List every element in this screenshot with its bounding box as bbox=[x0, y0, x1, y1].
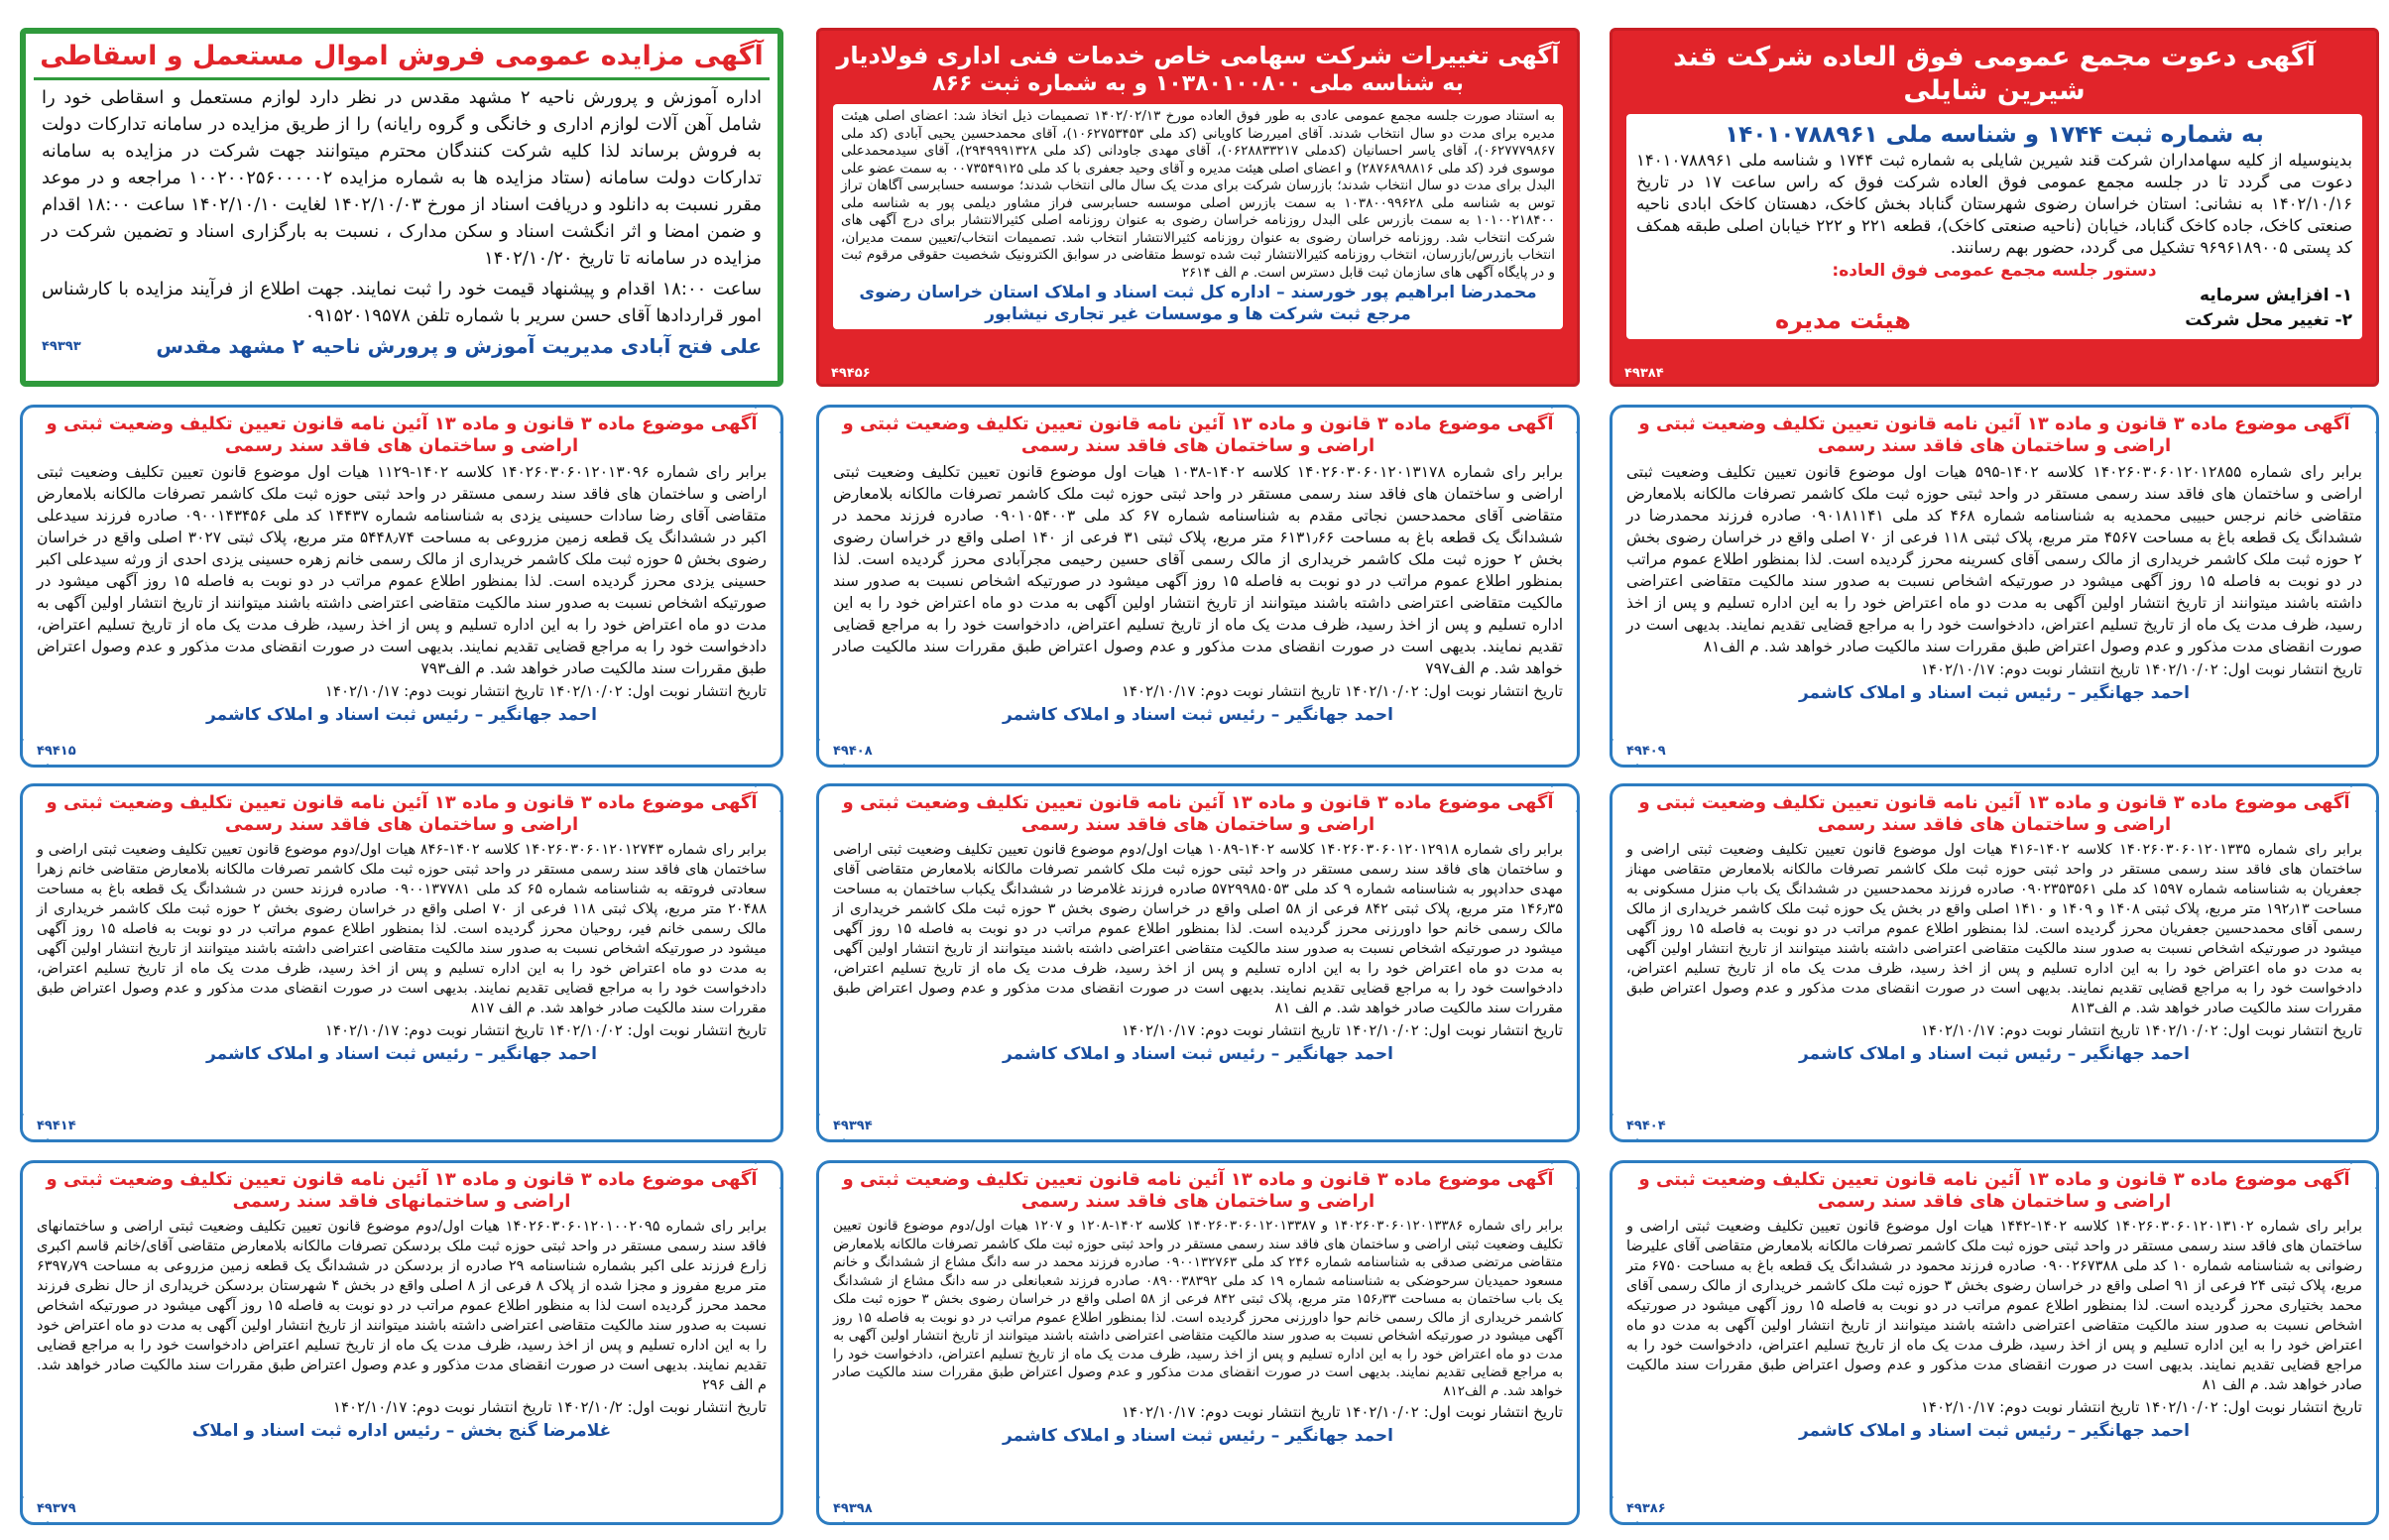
notice-body: برابر رای شماره ۱۴۰۲۶۰۳۰۶۰۱۲۰۱۳۳۵ کلاسه ۱۴۰۲-۴۱۶ هیات اول موضوع قانون تعیین تکلیف وضعیت ثبتی اراضی و ساختمان های فاقد سند رسمی مستقر در واحد ثبتی حوزه ثبت ملک کاشمر تصرفات مالکانه بلامعارض متقاضی مهناز جعفریان به شناسنامه شماره ۱۵۹۷ کد ملی ۰۹۰۲۳۵۳۵۶۱ صادره فرزند محمدحسین در ششدانگ یک باب منزل مسکونی به مساحت ۱۹۲٫۱۳ متر مربع، پلاک ثبتی ۱۴۰۸ و ۱۴۰۹ و ۱۴۱۰ اصلی واقع در بخش یک حوزه ثبت ملک کاشمر خریداری از مالک رسمی آقای محمدحسین جعفریان محرز گردیده است. لذا بمنظور اطلاع عموم مراتب در دو نوبت به فاصله ۱۵ روز آگهی میشود در صورتیکه اشخاص نسبت به صدور سند مالکیت متقاضی اعتراضی داشته باشند میتوانند از تاریخ انتشار اولین آگهی به مدت دو ماه اعتراض خود را به این اداره تسلیم و پس از اخذ رسید، ظرف مدت یک ماه از تاریخ تسلیم اعتراض، دادخواست خود را به مراجع قضایی تقدیم نمایند. بدیهی است در صورت انقضای مدت مذکور و عدم وصول اعتراض طبق مقررات سند مالکیت صادر خواهد شد. م الف۸۱۳ bbox=[1626, 842, 2363, 1016]
ad-signature: هیئت مدیره bbox=[1775, 306, 1911, 334]
notice-code: ۴۹۴۱۴ bbox=[37, 1119, 76, 1133]
ad-subtitle: به شماره ثبت ۱۷۴۴ و شناسه ملی ۱۴۰۱۰۷۸۸۹۶۱ bbox=[1725, 122, 2264, 148]
notice-title: آگهی موضوع ماده ۳ قانون و ماده ۱۳ آئین نامه قانون تعیین تکلیف وضعیت ثبتی و اراضی و ساختمان های فاقد سند رسمی bbox=[842, 1169, 1554, 1212]
notice-dates: تاریخ انتشار نوبت اول: ۱۴۰۲/۱۰/۲ تاریخ انتشار نوبت دوم: ۱۴۰۲/۱۰/۱۷ bbox=[332, 1398, 767, 1416]
ad-signature-2: مرجع ثبت شرکت ها و موسسات غیر تجاری نیشابور bbox=[985, 304, 1411, 324]
notice-code: ۴۹۳۸۶ bbox=[1626, 1501, 1666, 1516]
notice-card bbox=[20, 405, 783, 768]
notice-signature: احمد جهانگیر – رئیس ثبت اسناد و املاک کاشمر bbox=[1798, 1421, 2191, 1441]
notice-dates: تاریخ انتشار نوبت اول: ۱۴۰۲/۱۰/۰۲ تاریخ انتشار نوبت دوم: ۱۴۰۲/۱۰/۱۷ bbox=[324, 682, 767, 700]
ad-signature: علی فتح آبادی مدیریت آموزش و پرورش ناحیه ۲ مشهد مقدس bbox=[156, 334, 762, 358]
ad-signature: محمدرضا ابراهیم پور خورسند – اداره کل ثبت اسناد و املاک استان خراسان رضوی bbox=[859, 283, 1537, 302]
notice-title: آگهی موضوع ماده ۳ قانون و ماده ۱۳ آئین نامه قانون تعیین تکلیف وضعیت ثبتی و اراضی و ساختمانهای فاقد سند رسمی bbox=[46, 1169, 758, 1212]
ad-company-changes bbox=[816, 28, 1580, 387]
ad-code: ۴۹۳۸۴ bbox=[1624, 366, 1664, 381]
notice-dates: تاریخ انتشار نوبت اول: ۱۴۰۲/۱۰/۰۲ تاریخ انتشار نوبت دوم: ۱۴۰۲/۱۰/۱۷ bbox=[1121, 1021, 1563, 1039]
notice-dates: تاریخ انتشار نوبت اول: ۱۴۰۲/۱۰/۰۲ تاریخ انتشار نوبت دوم: ۱۴۰۲/۱۰/۱۷ bbox=[1920, 1398, 2362, 1416]
agenda-item: ۲- تغییر محل شرکت bbox=[2185, 310, 2352, 330]
notice-dates: تاریخ انتشار نوبت اول: ۱۴۰۲/۱۰/۰۲ تاریخ انتشار نوبت دوم: ۱۴۰۲/۱۰/۱۷ bbox=[1121, 1403, 1563, 1421]
ad-auction bbox=[20, 28, 783, 387]
notice-card bbox=[816, 1160, 1580, 1525]
notice-dates: تاریخ انتشار نوبت اول: ۱۴۰۲/۱۰/۰۲ تاریخ انتشار نوبت دوم: ۱۴۰۲/۱۰/۱۷ bbox=[1920, 1021, 2362, 1039]
notice-signature: احمد جهانگیر – رئیس ثبت اسناد و املاک کاشمر bbox=[205, 1044, 598, 1064]
notice-title: آگهی موضوع ماده ۳ قانون و ماده ۱۳ آئین نامه قانون تعیین تکلیف وضعیت ثبتی و اراضی و ساختمان های فاقد سند رسمی bbox=[1638, 792, 2350, 835]
notice-signature: احمد جهانگیر – رئیس ثبت اسناد و املاک کاشمر bbox=[1798, 1044, 2191, 1064]
notice-signature: احمد جهانگیر – رئیس ثبت اسناد و املاک کاشمر bbox=[1002, 1426, 1394, 1446]
notice-title: آگهی موضوع ماده ۳ قانون و ماده ۱۳ آئین نامه قانون تعیین تکلیف وضعیت ثبتی و اراضی و ساختمان های فاقد سند رسمی bbox=[1638, 1169, 2350, 1212]
notice-dates: تاریخ انتشار نوبت اول: ۱۴۰۲/۱۰/۰۲ تاریخ انتشار نوبت دوم: ۱۴۰۲/۱۰/۱۷ bbox=[1121, 682, 1563, 700]
ad-title: آگهی تغییرات شرکت سهامی خاص خدمات فنی اداری فولادیار bbox=[836, 42, 1560, 69]
notice-body: برابر رای شماره ۱۴۰۲۶۰۳۰۶۰۱۲۰۱۲۷۴۳ کلاسه ۱۴۰۲-۸۴۶ هیات اول/دوم موضوع قانون تعیین تکلیف وضعیت ثبتی اراضی و ساختمان های فاقد سند رسمی مستقر در واحد ثبتی حوزه ثبت ملک کاشمر تصرفات مالکانه بلامعارض متقاضی خانم زهرا سعادتی فروتقه به شناسنامه شماره ۶۵ کد ملی ۰۹۰۰۱۳۷۷۸۱ صادره فرزند حسن در ششدانگ یک قطعه باغ به مساحت ۲۰۴۸۸ متر مربع، پلاک ثبتی ۱۱۸ فرعی از ۷۰ اصلی واقع در خراسان رضوی بخش ۲ حوزه ثبت ملک کاشمر خریداری از مالک رسمی خانم فیر، روحیان محرز گردیده است. لذا بمنظور اطلاع عموم مراتب در دو نوبت به فاصله ۱۵ روز آگهی میشود در صورتیکه اشخاص نسبت به صدور سند مالکیت متقاضی اعتراضی داشته باشند میتوانند از تاریخ انتشار اولین آگهی به مدت دو ماه اعتراض خود را به این اداره تسلیم و پس از اخذ رسید، ظرف مدت یک ماه از تاریخ تسلیم اعتراض، دادخواست خود را به مراجع قضایی تقدیم نمایند. بدیهی است در صورت انقضای مدت مذکور و عدم وصول اعتراض طبق مقررات سند مالکیت صادر خواهد شد. م الف ۸۱۷ bbox=[37, 842, 768, 1016]
notice-title: آگهی موضوع ماده ۳ قانون و ماده ۱۳ آئین نامه قانون تعیین تکلیف وضعیت ثبتی و اراضی و ساختمان های فاقد سند رسمی bbox=[46, 414, 758, 456]
ad-subtitle: به شناسه ملی ۱۰۳۸۰۱۰۰۸۰۰ و به شماره ثبت ۸۶۶ bbox=[932, 71, 1464, 96]
notice-card bbox=[816, 405, 1580, 768]
ad-inner bbox=[1626, 114, 2362, 339]
notice-body: برابر رای شماره ۱۴۰۲۶۰۳۰۶۰۱۲۰۱۲۹۱۸ کلاسه ۱۴۰۲-۱۰۸۹ هیات اول/دوم موضوع قانون تعیین تکلیف وضعیت ثبتی اراضی و ساختمان های فاقد سند رسمی مستقر در واحد ثبتی حوزه ثبت ملک کاشمر تصرفات مالکانه بلامعارض متقاضی آقای مهدی حدادپور به شناسنامه شماره ۹ کد ملی ۵۷۲۹۹۸۵۰۵۳ صادره فرزند غلامرضا در ششدانگ یکباب ساختمان به مساحت ۱۴۶٫۳۵ متر مربع، پلاک ثبتی ۸۴۲ فرعی از ۵۸ اصلی واقع در خراسان رضوی بخش ۳ حوزه ثبت ملک کاشمر خریداری از مالک رسمی خانم حوا داورزنی محرز گردیده است. لذا بمنظور اطلاع عموم مراتب در دو نوبت به فاصله ۱۵ روز آگهی میشود در صورتیکه اشخاص نسبت به صدور سند مالکیت متقاضی اعتراضی داشته باشند میتوانند از تاریخ انتشار اولین آگهی به مدت دو ماه اعتراض خود را به این اداره تسلیم و پس از اخذ رسید، ظرف مدت یک ماه از تاریخ تسلیم اعتراض، دادخواست خود را به مراجع قضایی تقدیم نمایند. بدیهی است در صورت انقضای مدت مذکور و عدم وصول اعتراض طبق مقررات سند مالکیت صادر خواهد شد. م الف ۸۱ bbox=[833, 842, 1564, 1016]
notice-title: آگهی موضوع ماده ۳ قانون و ماده ۱۳ آئین نامه قانون تعیین تکلیف وضعیت ثبتی و اراضی و ساختمان های فاقد سند رسمی bbox=[1638, 414, 2350, 456]
notice-signature: غلامرضا گنج بخش – رئیس اداره ثبت اسناد و املاک bbox=[191, 1421, 612, 1441]
ad-code: ۴۹۴۵۶ bbox=[831, 366, 871, 381]
ad-body: بدینوسیله از کلیه سهامداران شرکت قند شیرین شایلی به شماره ثبت ۱۷۴۴ و شناسه ملی ۱۴۰۱۰۷۸۸۹۶۱ دعوت می گردد تا در جلسه مجمع عمومی فوق العاده شرکت فوق که راس ساعت ۱۷ در تاریخ ۱۴۰۲/۱۰/۱۶ به نشانی: استان خراسان رضوی شهرستان گناباد بخش کاخک، دهستان کاخک ابادی ناحیه صنعتی کاخک، جاده کاخک گناباد، خیابان (ناحیه صنعتی کاخک)، قطعه ۲۲۱ و ۲۲۲ خیابان اصلی طبقه همکف کد پستی ۹۶۹۶۱۸۹۰۰۵ تشکیل می گردد، حضور بهم رسانند. bbox=[1636, 151, 2352, 257]
notice-title: آگهی موضوع ماده ۳ قانون و ماده ۱۳ آئین نامه قانون تعیین تکلیف وضعیت ثبتی و اراضی و ساختمان های فاقد سند رسمی bbox=[842, 414, 1554, 456]
agenda-item: ۱- افزایش سرمایه bbox=[2200, 286, 2352, 305]
notice-signature: احمد جهانگیر – رئیس ثبت اسناد و املاک کاشمر bbox=[1002, 1044, 1394, 1064]
notice-signature: احمد جهانگیر – رئیس ثبت اسناد و املاک کاشمر bbox=[205, 705, 598, 725]
notice-title: آگهی موضوع ماده ۳ قانون و ماده ۱۳ آئین نامه قانون تعیین تکلیف وضعیت ثبتی و اراضی و ساختمان های فاقد سند رسمی bbox=[842, 792, 1554, 835]
notice-code: ۴۹۴۰۴ bbox=[1626, 1119, 1666, 1133]
notice-card bbox=[20, 1160, 783, 1525]
ad-inner bbox=[833, 104, 1563, 329]
notice-code: ۴۹۳۷۹ bbox=[37, 1501, 76, 1516]
notice-body: برابر رای شماره ۱۴۰۲۶۰۳۰۶۰۱۲۰۱۳۳۸۶ و ۱۴۰۲۶۰۳۰۶۰۱۲۰۱۳۳۸۷ کلاسه ۱۴۰۲-۱۲۰۸ و ۱۲۰۷ هیات اول/دوم موضوع قانون تعیین تکلیف وضعیت ثبتی اراضی و ساختمان های فاقد سند رسمی مستقر در واحد ثبتی حوزه ثبت ملک کاشمر تصرفات مالکانه بلامعارض متقاضی مرتضی صدقی به شناسنامه شماره ۲۴۶ کد ملی ۰۹۰۰۱۳۲۷۶۳ صادره فرزند محمد در سه دانگ مشاع از ششدانگ و خانم مسعود حمیدیان سرحوضکی به شناسنامه شماره ۱۹ کد ملی ۰۸۹۰۰۳۸۳۹۲ صادره فرزند شعبانعلی در سه دانگ مشاع از ششدانگ یک باب ساختمان به مساحت ۱۵۶٫۳۳ متر مربع، پلاک ثبتی ۸۴۲ فرعی از ۵۸ اصلی واقع در خراسان رضوی بخش ۳ حوزه ثبت ملک کاشمر خریداری از مالک رسمی خانم حوا داورزنی محرز گردیده است. لذا بمنظور اطلاع عموم مراتب در دو نوبت به فاصله ۱۵ روز آگهی میشود در صورتیکه اشخاص نسبت به صدور سند مالکیت متقاضی اعتراضی داشته باشند میتوانند از تاریخ انتشار اولین آگهی به مدت دو ماه اعتراض خود را به این اداره تسلیم و پس از اخذ رسید، ظرف مدت یک ماه از تاریخ تسلیم اعتراض، دادخواست خود را به مراجع قضایی تقدیم نمایند. بدیهی است در صورت انقضای مدت مذکور و عدم وصول اعتراض طبق مقررات سند مالکیت صادر خواهد شد. م الف۸۱۲ bbox=[833, 1218, 1564, 1399]
notice-code: ۴۹۴۱۵ bbox=[37, 744, 76, 759]
notice-card bbox=[1610, 783, 2379, 1142]
notice-card bbox=[816, 783, 1580, 1142]
ad-title: آگهی مزایده عمومی فروش اموال مستعمل و اسقاطی bbox=[34, 40, 770, 80]
notice-card bbox=[1610, 405, 2379, 768]
notice-code: ۴۹۳۹۸ bbox=[833, 1501, 873, 1516]
notice-body: برابر رای شماره ۱۴۰۲۶۰۳۰۶۰۱۲۰۱۳۱۰۲ کلاسه ۱۴۰۲-۱۴۴۲ هیات اول موضوع قانون تعیین تکلیف وضعیت ثبتی اراضی و ساختمان های فاقد سند رسمی مستقر در واحد ثبتی حوزه ثبت ملک کاشمر تصرفات مالکانه بلامعارض متقاضی آقای علیرضا رضوانی به شناسنامه شماره ۱۰ کد ملی ۰۹۰۰۲۶۷۳۸۸ صادره فرزند محمود در ششدانگ یک قطعه باغ به مساحت ۶۷۵۰ متر مربع، پلاک ثبتی ۲۴ فرعی از ۹۱ اصلی واقع در خراسان رضوی بخش ۳ حوزه ثبت ملک کاشمر خریداری از مالک رسمی آقای محمد بختیاری محرز گردیده است. لذا بمنظور اطلاع عموم مراتب در دو نوبت به فاصله ۱۵ روز آگهی میشود در صورتیکه اشخاص نسبت به صدور سند مالکیت متقاضی اعتراضی داشته باشند میتوانند از تاریخ انتشار اولین آگهی به مدت دو ماه اعتراض خود را به این اداره تسلیم و پس از اخذ رسید، ظرف مدت یک ماه از تاریخ تسلیم اعتراض، دادخواست خود را به مراجع قضایی تقدیم نمایند. بدیهی است در صورت انقضای مدت مذکور و عدم وصول اعتراض طبق مقررات سند مالکیت صادر خواهد شد. م الف ۸۱ bbox=[1626, 1219, 2362, 1393]
ad-body: به استناد صورت جلسه مجمع عمومی عادی به طور فوق العاده مورخ ۱۴۰۲/۰۲/۱۳ تصمیمات ذیل اتخاذ شد: اعضای اصلی هیئت مدیره برای مدت دو سال انتخاب شدند. آقای امیررضا کاویانی (کد ملی ۱۰۶۲۷۵۳۴۵۳)، آقای محمدحسین یحیی آبادی (کد ملی ۰۶۲۷۷۷۹۸۶۷)، آقای یاسر احسانیان (کدملی ۰۶۲۸۸۳۳۲۱۷)، آقای مهدی جاودانی (کد ملی ۲۹۴۹۹۹۱۳۲۸)، آقای سیدمحمدعلی موسوی فرد (کد ملی ۲۸۷۶۸۹۸۸۱۶) و اعضای اصلی هیئت مدیره و آقای وحید جعفری با کد ملی ۰۰۷۳۵۴۹۱۲۵ به سمت عضو علی البدل برای مدت دو سال انتخاب شدند؛ بازرسان شرکت برای مدت یک سال مالی انتخاب شدند؛ موسسه حسابرسی آگاهان تراز توس به شناسه ملی ۱۰۳۸۰۰۹۹۶۲۸ به سمت بازرس اصلی موسسه حسابرسی فراز مشاور دیلمی پور به شناسه ملی ۱۰۱۰۰۲۱۸۴۰۰ به سمت بازرس علی البدل روزنامه خراسان رضوی به عنوان روزنامه اصلی کثیرالانتشار برای درج آگهی های شرکت انتخاب شد. روزنامه خراسان رضوی به عنوان روزنامه کثیرالانتشار انتخاب شد. تصمیمات انتخاب/تعیین سمت مدیران، انتخاب بازرس/بازرسان، انتخاب روزنامه کثیرالانتشار ثبت شده توسط متقاضی در سوابق الکترونیک شخصیت حقوقی مرقوم ثبت و در پایگاه آگهی های سازمان ثبت قابل دسترس است. م الف ۲۶۱۴ bbox=[841, 108, 1556, 281]
ad-code: ۴۹۳۹۳ bbox=[42, 338, 81, 354]
ad-body-2: ساعت ۱۸:۰۰ اقدام و پیشنهاد قیمت خود را ثبت نمایند. جهت اطلاع از فرآیند مزایده با کارشناس امور قراردادها آقای حسن سریر با شماره تلفن ۰۹۱۵۲۰۱۹۵۷۸ bbox=[42, 279, 763, 326]
ad-extraordinary-meeting bbox=[1610, 28, 2379, 387]
ad-body: اداره آموزش و پرورش ناحیه ۲ مشهد مقدس در نظر دارد لوازم مستعمل و اسقاطی خود را شامل آهن آلات لوازم اداری و خانگی و گروه رایانه) را از طریق مزایده در سامانه تدارکات دولت به فروش برساند لذا کلیه شرکت کنندگان محترم میتوانند جهت شرکت در مزایده به سامانه تدارکات دولت سامانه (ستاد مزایده ها به شماره مزایده ۱۰۰۲۰۰۲۵۶۰۰۰۰۰۲ مراجعه و در موعد مقرر نسبت به دانلود و دریافت اسناد از مورخ ۱۴۰۲/۱۰/۰۳ لغایت ۱۴۰۲/۱۰/۱۰ ساعت ۱۸:۰۰ اقدام و ضمن امضا و اثر انگشت اسناد و سکن مدارک ، نسبت به بارگزاری اسناد و تضمین شرکت در مزایده در سامانه تا تاریخ ۱۴۰۲/۱۰/۲۰ bbox=[42, 87, 763, 269]
notice-body: برابر رای شماره ۱۴۰۲۶۰۳۰۶۰۱۲۰۱۳۰۹۶ کلاسه ۱۴۰۲-۱۱۲۹ هیات اول موضوع قانون تعیین تکلیف وضعیت ثبتی اراضی و ساختمان های فاقد سند رسمی مستقر در واحد ثبتی حوزه ثبت ملک کاشمر تصرفات مالکانه بلامعارض متقاضی آقای رضا سادات حسینی یزدی به شناسنامه شماره ۱۴۴۳۷ کد ملی ۰۹۰۰۱۴۳۴۵۶ صادره فرزند سیدعلی اکبر در ششدانگ یک قطعه زمین مزروعی به مساحت ۵۴۴۸٫۷۴ متر مربع، پلاک ثبتی ۳۰۲۷ اصلی واقع در خراسان رضوی بخش ۵ حوزه ثبت ملک کاشمر خریداری از مالک رسمی خانم زهره حسینی یزدی احدی از ورثه سیدعلی اکبر حسینی یزدی محرز گردیده است. لذا بمنظور اطلاع عموم مراتب در دو نوبت به فاصله ۱۵ روز آگهی میشود در صورتیکه اشخاص نسبت به صدور سند مالکیت متقاضی اعتراضی داشته باشند میتوانند از تاریخ انتشار اولین آگهی به مدت دو ماه اعتراض خود را به این اداره تسلیم و پس از اخذ رسید، ظرف مدت یک ماه از تاریخ تسلیم اعتراض، دادخواست خود را به مراجع قضایی تقدیم نمایند. بدیهی است در صورت انقضای مدت مذکور و عدم وصول اعتراض طبق مقررات سند مالکیت صادر خواهد شد. م الف۷۹۳ bbox=[37, 463, 768, 677]
notice-card bbox=[20, 783, 783, 1142]
notice-title: آگهی موضوع ماده ۳ قانون و ماده ۱۳ آئین نامه قانون تعیین تکلیف وضعیت ثبتی و اراضی و ساختمان های فاقد سند رسمی bbox=[46, 792, 758, 835]
notice-body: برابر رای شماره ۱۴۰۲۶۰۳۰۶۰۱۲۰۱۰۰۲۰۹۵ هیات اول/دوم موضوع قانون تعیین تکلیف وضعیت ثبتی اراضی و ساختمانهای فاقد سند رسمی مستقر در واحد ثبتی حوزه ثبت ملک بردسکن تصرفات مالکانه بلامعارض متقاضی آقای/خانم قاسم اکبری زارع فرزند علی اکبر بشماره شناسنامه ۲۹ صادره از بردسکن در ششدانگ یک قطعه زمین مزروعی به مساحت ۶۳۹۷٫۷۹ متر مربع مفروز و مجزا شده از پلاک ۸ فرعی از ۸ اصلی واقع در بخش ۴ شهرستان بردسکن خریداری از حال نظری فرزند محمد محرز گردیده است لذا به منظور اطلاع عموم مراتب در دو نوبت به فاصله ۱۵ روز آگهی میشود در صورتیکه اشخاص نسبت به صدور سند مالکیت متقاضی اعتراضی داشته باشند میتوانند از تاریخ انتشار اولین آگهی به مدت دو ماه اعتراض خود را به این اداره تسلیم و پس از اخذ رسید، ظرف مدت یک ماه از تاریخ تسلیم اعتراض دادخواست خود را به مراجع قضایی تقدیم نمایند. بدیهی است در صورت انقضای مدت مذکور و عدم وصول اعتراض طبق مقررات سند مالکیت صادر خواهد شد. م الف ۲۹۶ bbox=[37, 1219, 767, 1393]
notice-signature: احمد جهانگیر – رئیس ثبت اسناد و املاک کاشمر bbox=[1002, 705, 1394, 725]
notice-dates: تاریخ انتشار نوبت اول: ۱۴۰۲/۱۰/۰۲ تاریخ انتشار نوبت دوم: ۱۴۰۲/۱۰/۱۷ bbox=[324, 1021, 767, 1039]
notice-code: ۴۹۳۹۴ bbox=[833, 1119, 873, 1133]
notice-body: برابر رای شماره ۱۴۰۲۶۰۳۰۶۰۱۲۰۱۳۱۷۸ کلاسه ۱۴۰۲-۱۰۳۸ هیات اول موضوع قانون تعیین تکلیف وضعیت ثبتی اراضی و ساختمان های فاقد سند رسمی مستقر در واحد ثبتی حوزه ثبت ملک کاشمر تصرفات مالکانه بلامعارض متقاضی آقای محمدحسن نجاتی مقدم به شناسنامه شماره ۶۷ کد ملی ۰۹۰۱۰۵۴۰۰۳ صادره فرزند محمد در ششدانگ یک قطعه باغ به مساحت ۶۱۳۱٫۶۶ متر مربع، پلاک ثبتی ۳۱ فرعی از ۱۴۰ اصلی واقع در خراسان رضوی بخش ۲ حوزه ثبت ملک کاشمر خریداری از مالک رسمی آقای حسین رحیمی مجرآبادی محرز گردیده است. لذا بمنظور اطلاع عموم مراتب در دو نوبت به فاصله ۱۵ روز آگهی میشود در صورتیکه اشخاص نسبت به صدور سند مالکیت متقاضی اعتراضی داشته باشند میتوانند از تاریخ انتشار اولین آگهی به مدت دو ماه اعتراض خود را به این اداره تسلیم و پس از اخذ رسید، ظرف مدت یک ماه از تاریخ تسلیم اعتراض، دادخواست خود را به مراجع قضایی تقدیم نمایند. بدیهی است در صورت انقضای مدت مذکور و عدم وصول اعتراض طبق مقررات سند مالکیت صادر خواهد شد. م الف۷۹۷ bbox=[833, 463, 1564, 677]
notice-dates: تاریخ انتشار نوبت اول: ۱۴۰۲/۱۰/۰۲ تاریخ انتشار نوبت دوم: ۱۴۰۲/۱۰/۱۷ bbox=[1920, 660, 2362, 678]
notice-code: ۴۹۴۰۸ bbox=[833, 744, 873, 759]
notice-body: برابر رای شماره ۱۴۰۲۶۰۳۰۶۰۱۲۰۱۲۸۵۵ کلاسه ۱۴۰۲-۵۹۵ هیات اول موضوع قانون تعیین تکلیف وضعیت ثبتی اراضی و ساختمان های فاقد سند رسمی مستقر در واحد ثبتی حوزه ثبت ملک کاشمر تصرفات مالکانه بلامعارض متقاضی خانم نرجس حبیبی محمدیه به شناسنامه شماره ۴۶۸ کد ملی ۰۹۰۱۸۱۱۴۱ صادره فرزند محمدرضا در ششدانگ یک قطعه باغ به مساحت ۴۵۶۷ متر مربع، پلاک ثبتی ۱۱۸ فرعی از ۷۰ اصلی واقع در خراسان رضوی بخش ۲ حوزه ثبت ملک کاشمر خریداری از مالک رسمی آقای کسرینه محرز گردیده است. لذا بمنظور اطلاع عموم مراتب در دو نوبت به فاصله ۱۵ روز آگهی میشود در صورتیکه اشخاص نسبت به صدور سند مالکیت متقاضی اعتراضی داشته باشند میتوانند از تاریخ انتشار اولین آگهی به مدت دو ماه اعتراض خود را به این اداره تسلیم و پس از اخذ رسید، ظرف مدت یک ماه از تاریخ تسلیم اعتراض، دادخواست خود را به مراجع قضایی تقدیم نمایند. بدیهی است در صورت انقضای مدت مذکور و عدم وصول اعتراض طبق مقررات سند مالکیت صادر خواهد شد. م الف۸۱ bbox=[1626, 463, 2362, 655]
agenda-title: دستور جلسه مجمع عمومی فوق العاده: bbox=[1832, 261, 2157, 281]
ad-title: آگهی دعوت مجمع عمومی فوق العاده شرکت قند شیرین شایلی bbox=[1673, 42, 2316, 106]
notice-signature: احمد جهانگیر – رئیس ثبت اسناد و املاک کاشمر bbox=[1798, 683, 2191, 703]
notice-card bbox=[1610, 1160, 2379, 1525]
notice-code: ۴۹۴۰۹ bbox=[1626, 744, 1666, 759]
